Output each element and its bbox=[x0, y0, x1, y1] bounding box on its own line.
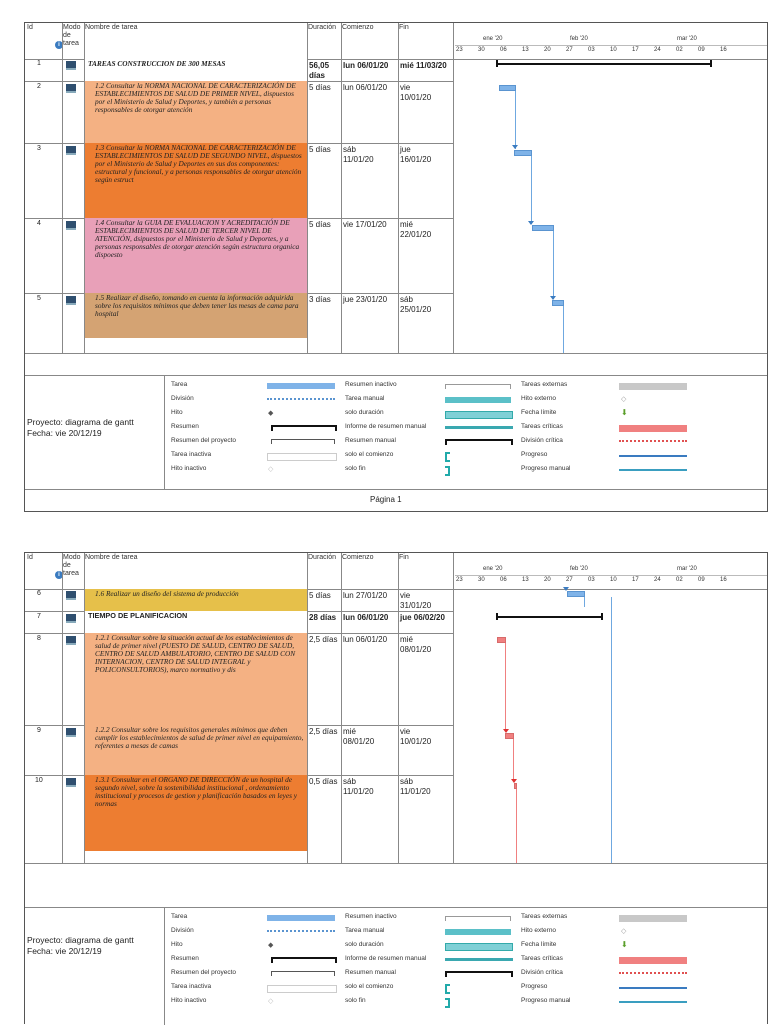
summary-bar-cap bbox=[710, 60, 712, 67]
info-icon: i bbox=[55, 41, 63, 49]
legend-label: solo fin bbox=[345, 997, 366, 1004]
col-header-name: Nombre de tarea bbox=[85, 554, 138, 561]
legend-label: Fecha límite bbox=[521, 941, 557, 948]
auto-schedule-icon bbox=[66, 84, 76, 93]
dependency-link bbox=[531, 156, 532, 224]
legend-progress-swatch bbox=[619, 455, 687, 457]
timescale-month: ene '20 bbox=[483, 36, 503, 42]
legend-manual-task-swatch bbox=[445, 397, 511, 403]
legend-label: División crítica bbox=[521, 437, 563, 444]
timescale-divider bbox=[455, 575, 767, 576]
task-duration: 0,5 días bbox=[309, 777, 338, 786]
legend-label: Hito bbox=[171, 941, 183, 948]
col-header-start: Comienzo bbox=[342, 24, 374, 31]
timescale-divider bbox=[455, 45, 767, 46]
auto-schedule-icon bbox=[66, 296, 76, 305]
col-header-id: Id bbox=[27, 554, 33, 561]
legend-manual-summary-swatch bbox=[445, 971, 513, 977]
task-start: sáb 11/01/20 bbox=[343, 145, 374, 164]
legend-divider bbox=[25, 375, 767, 376]
legend-label: Hito externo bbox=[521, 395, 557, 402]
legend-summary-swatch bbox=[271, 425, 337, 431]
dependency-link bbox=[515, 91, 516, 149]
timescale-week: 03 bbox=[588, 577, 595, 583]
task-duration: 5 días bbox=[309, 591, 331, 600]
task-end: vie 31/01/20 bbox=[400, 591, 432, 610]
task-start: lun 06/01/20 bbox=[343, 613, 389, 622]
legend-label: Progreso bbox=[521, 983, 548, 990]
summary-bar[interactable] bbox=[496, 63, 711, 65]
task-name[interactable]: 1.4 Consultar la GUIA DE EVALUACION Y ACREDITACIÓN DE ESTABLECIMIENTOS DE SALUD DE TERCER NIVEL DE ATENCIÓN, dsipuestos por el Ministerio de Salud y Deportes, y a personas responsables de otorgar atención según estructura organica dispoesto bbox=[85, 218, 307, 293]
col-header-mode-line: Modo bbox=[63, 24, 81, 31]
summary-bar-cap bbox=[496, 60, 498, 67]
project-date: Fecha: vie 20/12/19 bbox=[27, 428, 102, 438]
legend-label: solo fin bbox=[345, 465, 366, 472]
legend-label: Hito inactivo bbox=[171, 465, 207, 472]
legend-label: División crítica bbox=[521, 969, 563, 976]
row-id: 1 bbox=[37, 60, 41, 67]
col-header-mode-line: Modo bbox=[63, 554, 81, 561]
legend-manual-summary-rollup-swatch bbox=[445, 958, 513, 961]
timescale-month: feb '20 bbox=[570, 36, 588, 42]
col-divider bbox=[341, 23, 342, 353]
dependency-link bbox=[553, 231, 554, 299]
col-header-duration: Duración bbox=[308, 24, 337, 31]
task-name[interactable]: 1.3 Consultar la NORMA NACIONAL DE CARACTERIZACIÓN DE ESTABLECIMIENTOS DE SALUD DE SEGUNDO NIVEL, dispuestos por el Ministerio de Salud y Deportes en sus dos componentes: estructural y funcional, y a personas responsables de otorgar atención según estruct bbox=[85, 143, 307, 218]
timescale-week: 16 bbox=[720, 577, 727, 583]
legend-summary-swatch bbox=[271, 957, 337, 963]
task-end: vie 10/01/20 bbox=[400, 83, 432, 102]
row-id: 4 bbox=[37, 220, 41, 227]
timescale-week: 10 bbox=[610, 577, 617, 583]
legend-project-summary-swatch bbox=[271, 439, 335, 444]
legend-label: Hito inactivo bbox=[171, 997, 207, 1004]
legend-label: Tarea inactiva bbox=[171, 451, 212, 458]
task-name[interactable]: 1.5 Realizar el diseño, tomando en cuenta la información adquirida sobre los requisitos mínimos que deben tener las mesas de cama para hospital bbox=[85, 293, 307, 338]
legend-inactive-milestone-icon: ◇ bbox=[268, 998, 274, 1005]
project-date: Fecha: vie 20/12/19 bbox=[27, 946, 102, 956]
task-start: vie 17/01/20 bbox=[343, 220, 387, 229]
timescale-week: 23 bbox=[456, 577, 463, 583]
legend-project-summary-swatch bbox=[271, 971, 335, 976]
legend-milestone-icon: ◆ bbox=[268, 410, 274, 417]
legend-manual-task-swatch bbox=[445, 929, 511, 935]
summary-bar-cap bbox=[496, 613, 498, 620]
legend-label: Tarea bbox=[171, 381, 188, 388]
legend-label: Tareas externas bbox=[521, 913, 568, 920]
col-divider bbox=[62, 553, 63, 863]
timescale-week: 13 bbox=[522, 577, 529, 583]
task-name[interactable]: 1.3.1 Consultar en el ORGANO DE DIRECCIÓN de un hospital de segundo nivel, sobre la sostenibilidad institucional , ordenamiento institucional y procesos de gestion y planificación basados en leyes y normas bbox=[85, 775, 307, 851]
timescale-week: 02 bbox=[676, 577, 683, 583]
legend-label: Tareas críticas bbox=[521, 423, 563, 430]
col-header-mode-line: tarea bbox=[63, 40, 79, 47]
task-end: mié 11/03/20 bbox=[400, 61, 447, 70]
task-start: lun 27/01/20 bbox=[343, 591, 388, 600]
timescale-week: 17 bbox=[632, 47, 639, 53]
task-duration: 2,5 días bbox=[309, 635, 338, 644]
legend-external-milestone-icon: ◇ bbox=[621, 928, 627, 935]
col-header-mode bbox=[63, 24, 81, 48]
task-duration: 28 días bbox=[309, 613, 337, 622]
auto-schedule-icon bbox=[66, 61, 76, 70]
legend-critical-split-swatch bbox=[619, 440, 687, 442]
legend-duration-only-swatch bbox=[445, 411, 513, 419]
legend-duration-only-swatch bbox=[445, 943, 513, 951]
legend-inactive-summary-swatch bbox=[445, 916, 511, 921]
legend-label: Hito bbox=[171, 409, 183, 416]
auto-schedule-icon bbox=[66, 146, 76, 155]
auto-schedule-icon bbox=[66, 728, 76, 737]
col-header-start: Comienzo bbox=[342, 554, 374, 561]
dependency-link bbox=[516, 789, 517, 863]
task-start: mié 08/01/20 bbox=[343, 727, 375, 746]
legend-label: Tareas externas bbox=[521, 381, 568, 388]
timescale-week: 20 bbox=[544, 47, 551, 53]
timescale-week: 24 bbox=[654, 577, 661, 583]
legend-inactive-task-swatch bbox=[267, 453, 337, 461]
dependency-link bbox=[563, 306, 564, 353]
gantt-page-2 bbox=[24, 552, 768, 1024]
task-name[interactable]: 1.2.1 Consultar sobre la situación actual de los establecimientos de salud de primer nivel (PUESTO DE SALUD, CENTRO DE SALUD, CENTRO DE SALUD AMBULATORIO, CENTRO DE SALUD CON INTERNACION, CENTRO DE SALUD INTEGRAL y POLICONSULTORIOS), marco normativo y dis bbox=[85, 633, 307, 725]
footer-divider bbox=[25, 489, 767, 490]
timescale-week: 02 bbox=[676, 47, 683, 53]
task-duration: 5 días bbox=[309, 220, 331, 229]
timescale-week: 27 bbox=[566, 47, 573, 53]
col-divider bbox=[341, 553, 342, 863]
summary-bar-cap bbox=[601, 613, 603, 620]
row-id: 10 bbox=[35, 777, 43, 784]
legend-label: Resumen manual bbox=[345, 969, 396, 976]
legend-label: Resumen del proyecto bbox=[171, 437, 237, 444]
legend-divider bbox=[164, 907, 165, 1025]
col-header-mode-line: tarea bbox=[63, 570, 79, 577]
task-duration: 2,5 días bbox=[309, 727, 338, 736]
task-name[interactable]: 1.6 Realizar un diseño del sistema de producción bbox=[85, 589, 307, 611]
task-bar[interactable] bbox=[532, 225, 554, 231]
legend-label: Tarea bbox=[171, 913, 188, 920]
legend-label: Resumen del proyecto bbox=[171, 969, 237, 976]
task-start: jue 23/01/20 bbox=[343, 295, 388, 304]
dependency-link bbox=[505, 643, 506, 731]
legend-label: Tarea manual bbox=[345, 395, 385, 402]
legend-label: Fecha límite bbox=[521, 409, 557, 416]
row-id: 7 bbox=[37, 613, 41, 620]
col-header-mode-line: de bbox=[63, 32, 71, 39]
row-id: 6 bbox=[37, 590, 41, 597]
project-name: Proyecto: diagrama de gantt bbox=[27, 935, 134, 945]
col-header-name: Nombre de tarea bbox=[85, 24, 138, 31]
legend-split-swatch bbox=[267, 930, 335, 932]
legend-critical-task-swatch bbox=[619, 425, 687, 432]
legend-external-milestone-icon: ◇ bbox=[621, 396, 627, 403]
legend-progress-swatch bbox=[619, 987, 687, 989]
timescale-month: mar '20 bbox=[677, 36, 697, 42]
timescale-week: 17 bbox=[632, 577, 639, 583]
legend-task-swatch bbox=[267, 383, 335, 389]
dependency-arrow bbox=[512, 145, 518, 149]
legend-label: Resumen inactivo bbox=[345, 913, 397, 920]
timescale-week: 27 bbox=[566, 577, 573, 583]
legend-label: Resumen manual bbox=[345, 437, 396, 444]
legend-manual-summary-swatch bbox=[445, 439, 513, 445]
legend-label: División bbox=[171, 395, 194, 402]
gantt-page-1 bbox=[24, 22, 768, 512]
task-duration: 5 días bbox=[309, 83, 331, 92]
timescale-week: 24 bbox=[654, 47, 661, 53]
col-header-id: Id bbox=[27, 24, 33, 31]
col-header-end: Fin bbox=[399, 24, 409, 31]
col-header-mode-line: de bbox=[63, 562, 71, 569]
legend-label: Tareas críticas bbox=[521, 955, 563, 962]
row-id: 5 bbox=[37, 295, 41, 302]
task-end: jue 06/02/20 bbox=[400, 613, 445, 622]
legend-label: Hito externo bbox=[521, 927, 557, 934]
row-divider bbox=[25, 353, 767, 354]
auto-schedule-icon bbox=[66, 221, 76, 230]
timescale-week: 20 bbox=[544, 577, 551, 583]
auto-schedule-icon bbox=[66, 778, 76, 787]
task-bar[interactable] bbox=[499, 85, 516, 91]
row-id: 2 bbox=[37, 83, 41, 90]
row-id: 8 bbox=[37, 635, 41, 642]
dependency-link bbox=[584, 597, 585, 607]
legend-inactive-milestone-icon: ◇ bbox=[268, 466, 274, 473]
page-footer: Página 1 bbox=[370, 495, 402, 504]
legend-finish-only-icon bbox=[445, 466, 450, 476]
task-duration: 5 días bbox=[309, 145, 331, 154]
timescale-week: 03 bbox=[588, 47, 595, 53]
timescale-week: 30 bbox=[478, 577, 485, 583]
legend-label: Resumen bbox=[171, 423, 199, 430]
col-divider bbox=[453, 23, 454, 353]
project-name: Proyecto: diagrama de gantt bbox=[27, 417, 134, 427]
legend-label: Informe de resumen manual bbox=[345, 423, 427, 430]
legend-manual-progress-swatch bbox=[619, 469, 687, 471]
task-start: lun 06/01/20 bbox=[343, 83, 388, 92]
legend-milestone-icon: ◆ bbox=[268, 942, 274, 949]
task-end: mié 08/01/20 bbox=[400, 635, 432, 654]
legend-deadline-arrow-icon: ⬇ bbox=[621, 940, 628, 949]
col-divider bbox=[307, 23, 308, 353]
timescale-week: 23 bbox=[456, 47, 463, 53]
project-info bbox=[27, 417, 134, 439]
timescale-month: mar '20 bbox=[677, 566, 697, 572]
task-start: sáb 11/01/20 bbox=[343, 777, 374, 796]
task-name[interactable]: TIEMPO DE PLANIFICACION bbox=[85, 611, 307, 633]
auto-schedule-icon bbox=[66, 614, 76, 623]
task-end: jue 16/01/20 bbox=[400, 145, 432, 164]
legend-divider bbox=[25, 907, 767, 908]
timescale-month: feb '20 bbox=[570, 566, 588, 572]
legend-start-only-icon bbox=[445, 984, 450, 994]
legend-divider bbox=[164, 375, 165, 489]
task-name[interactable]: 1.2 Consultar la NORMA NACIONAL DE CARACTERIZACIÓN DE ESTABLECIMIENTOS DE SALUD DE PRIMER NIVEL, dispuestos por el Ministerio de Salud y Deportes, y también a personas responsables de otorgar atención bbox=[85, 81, 307, 143]
legend-external-tasks-swatch bbox=[619, 383, 687, 390]
task-duration: 3 días bbox=[309, 295, 331, 304]
legend-critical-task-swatch bbox=[619, 957, 687, 964]
timescale-week: 16 bbox=[720, 47, 727, 53]
legend-external-tasks-swatch bbox=[619, 915, 687, 922]
task-start: lun 06/01/20 bbox=[343, 635, 388, 644]
col-header-duration: Duración bbox=[308, 554, 337, 561]
legend-manual-progress-swatch bbox=[619, 1001, 687, 1003]
task-duration: 56,05 días bbox=[309, 61, 330, 80]
col-divider bbox=[62, 23, 63, 353]
task-end: sáb 25/01/20 bbox=[400, 295, 432, 314]
legend-label: Progreso manual bbox=[521, 997, 571, 1004]
legend-label: solo duración bbox=[345, 409, 384, 416]
legend-label: Tarea manual bbox=[345, 927, 385, 934]
legend-label: Resumen inactivo bbox=[345, 381, 397, 388]
legend-inactive-summary-swatch bbox=[445, 384, 511, 389]
legend-label: Progreso bbox=[521, 451, 548, 458]
legend-label: solo duración bbox=[345, 941, 384, 948]
legend-label: Informe de resumen manual bbox=[345, 955, 427, 962]
legend-deadline-arrow-icon: ⬇ bbox=[621, 408, 628, 417]
timescale-week: 06 bbox=[500, 577, 507, 583]
row-id: 3 bbox=[37, 145, 41, 152]
task-end: mié 22/01/20 bbox=[400, 220, 432, 239]
timescale-week: 13 bbox=[522, 47, 529, 53]
legend-critical-split-swatch bbox=[619, 972, 687, 974]
legend-start-only-icon bbox=[445, 452, 450, 462]
info-icon: i bbox=[55, 571, 63, 579]
row-divider bbox=[25, 863, 767, 864]
row-id: 9 bbox=[37, 727, 41, 734]
col-header-end: Fin bbox=[399, 554, 409, 561]
timescale-week: 09 bbox=[698, 577, 705, 583]
task-end: sáb 11/01/20 bbox=[400, 777, 431, 796]
timescale-week: 06 bbox=[500, 47, 507, 53]
legend-label: Tarea inactiva bbox=[171, 983, 212, 990]
legend-label: División bbox=[171, 927, 194, 934]
col-divider bbox=[307, 553, 308, 863]
legend-task-swatch bbox=[267, 915, 335, 921]
legend-label: Resumen bbox=[171, 955, 199, 962]
task-bar[interactable] bbox=[514, 150, 532, 156]
legend-manual-summary-rollup-swatch bbox=[445, 426, 513, 429]
legend-label: solo el comienzo bbox=[345, 983, 394, 990]
col-header-mode bbox=[63, 554, 81, 578]
project-info bbox=[27, 935, 134, 957]
legend-split-swatch bbox=[267, 398, 335, 400]
legend-inactive-task-swatch bbox=[267, 985, 337, 993]
timescale-week: 10 bbox=[610, 47, 617, 53]
timescale-week: 30 bbox=[478, 47, 485, 53]
dependency-link bbox=[611, 597, 612, 863]
dependency-link bbox=[513, 739, 514, 781]
timescale-week: 09 bbox=[698, 47, 705, 53]
task-end: vie 10/01/20 bbox=[400, 727, 432, 746]
col-divider bbox=[453, 553, 454, 863]
auto-schedule-icon bbox=[66, 591, 76, 600]
legend-finish-only-icon bbox=[445, 998, 450, 1008]
task-start: lun 06/01/20 bbox=[343, 61, 389, 70]
summary-bar[interactable] bbox=[496, 616, 602, 618]
task-name[interactable]: TAREAS CONSTRUCCION DE 300 MESAS bbox=[85, 59, 307, 81]
legend-label: Progreso manual bbox=[521, 465, 571, 472]
task-name[interactable]: 1.2.2 Consultar sobre los requisitos generales mínimos que deben cumplir los establecimientos de salud de primer nivel en equipamiento, referentes a mesas de camas bbox=[85, 725, 307, 775]
auto-schedule-icon bbox=[66, 636, 76, 645]
legend-label: solo el comienzo bbox=[345, 451, 394, 458]
timescale-month: ene '20 bbox=[483, 566, 503, 572]
task-bar[interactable] bbox=[567, 591, 585, 597]
